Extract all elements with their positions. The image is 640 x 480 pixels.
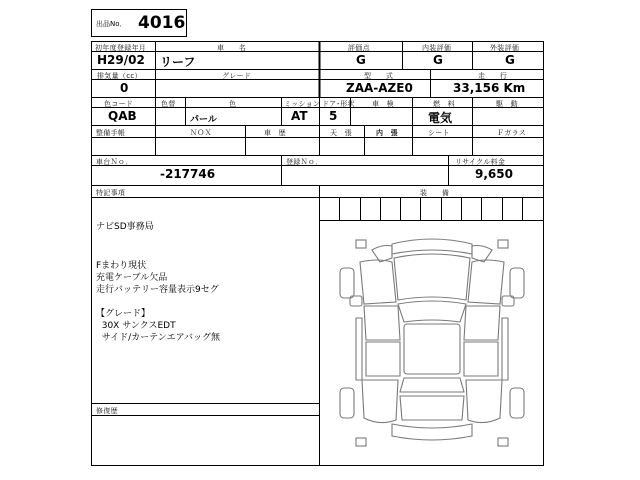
color-value: パール [190,115,217,125]
nox-label: ＮＯＸ [190,129,212,137]
remark-line: 【グレード】 [96,309,151,319]
displacement-value: 0 [120,81,129,95]
color-hue-label: 色替 [161,100,176,108]
doors-label: ドア･形状 [322,100,355,108]
mileage-label: 走 行 [478,72,508,80]
remark-line: 30X サンクスEDT [96,321,176,331]
color-code-label: 色コード [104,100,134,108]
drive-label: 駆 動 [496,100,518,108]
car-diagram [340,239,524,446]
remark-line: 走行バッテリー容量表示9セグ [96,285,219,295]
front-glass-label: Ｆガラス [497,129,526,137]
grade-label: グレード [222,72,252,80]
remark-line [96,233,220,245]
inspection-label: 車 検 [372,100,394,108]
history-label: 車 歴 [264,129,286,137]
transmission-value: AT [291,109,308,123]
recycle-value: 9,650 [475,167,513,181]
remarks-label: 特記事項 [96,189,126,197]
remark-line [96,245,220,257]
sunroof-label: 天 張 [330,129,352,137]
transmission-label: ミッション [284,100,321,108]
interior-eval-label: 内装評価 [422,44,452,52]
recycle-label: リサイクル料金 [455,158,506,166]
reg-no-label: 登録Ｎｏ． [286,158,323,166]
color-code-value: QAB [108,109,137,123]
mileage-value: 33,156 Km [453,81,526,95]
exterior-eval-value: G [505,53,515,67]
remark-line: Fまわり現状 [96,261,147,271]
car-name-label: 車 名 [217,44,247,52]
lot-number: 4016 [138,13,186,33]
remark-line: 充電ケーブル欠品 [96,273,168,283]
seat-label: シート [428,129,450,137]
fuel-label: 燃 料 [433,100,455,108]
remark-line: サイド/カーテンエアバッグ無 [96,333,220,343]
repair-label: 修復歴 [96,407,118,415]
car-name-value: リーフ [160,55,196,69]
lot-label: 出品No． [96,20,127,28]
model-value: ZAA-AZE0 [346,81,413,95]
interior-eval-value: G [433,53,443,67]
chassis-no-label: 車台Ｎｏ． [96,158,133,166]
model-label: 型 式 [364,72,394,80]
displacement-label: 排気量（cc） [97,72,142,80]
equipment-label: 装 備 [420,189,450,197]
fuel-value: 電気 [428,111,453,125]
reg-year-value: H29/02 [97,53,145,67]
interior-roof-label: 内 張 [376,129,398,137]
color-label: 色 [229,100,237,108]
eval-score-label: 評価点 [348,44,370,52]
chassis-no-value: -217746 [160,167,216,181]
exterior-eval-label: 外装評価 [490,44,520,52]
remark-line: ナビSD事務局 [96,222,154,232]
remarks-body [96,221,220,344]
doors-value: 5 [329,109,338,123]
remark-line [96,296,220,308]
reg-year-label: 初年度登録年月 [95,44,147,52]
eval-score-value: G [356,53,366,67]
manual-label: 整備手帳 [96,129,126,137]
